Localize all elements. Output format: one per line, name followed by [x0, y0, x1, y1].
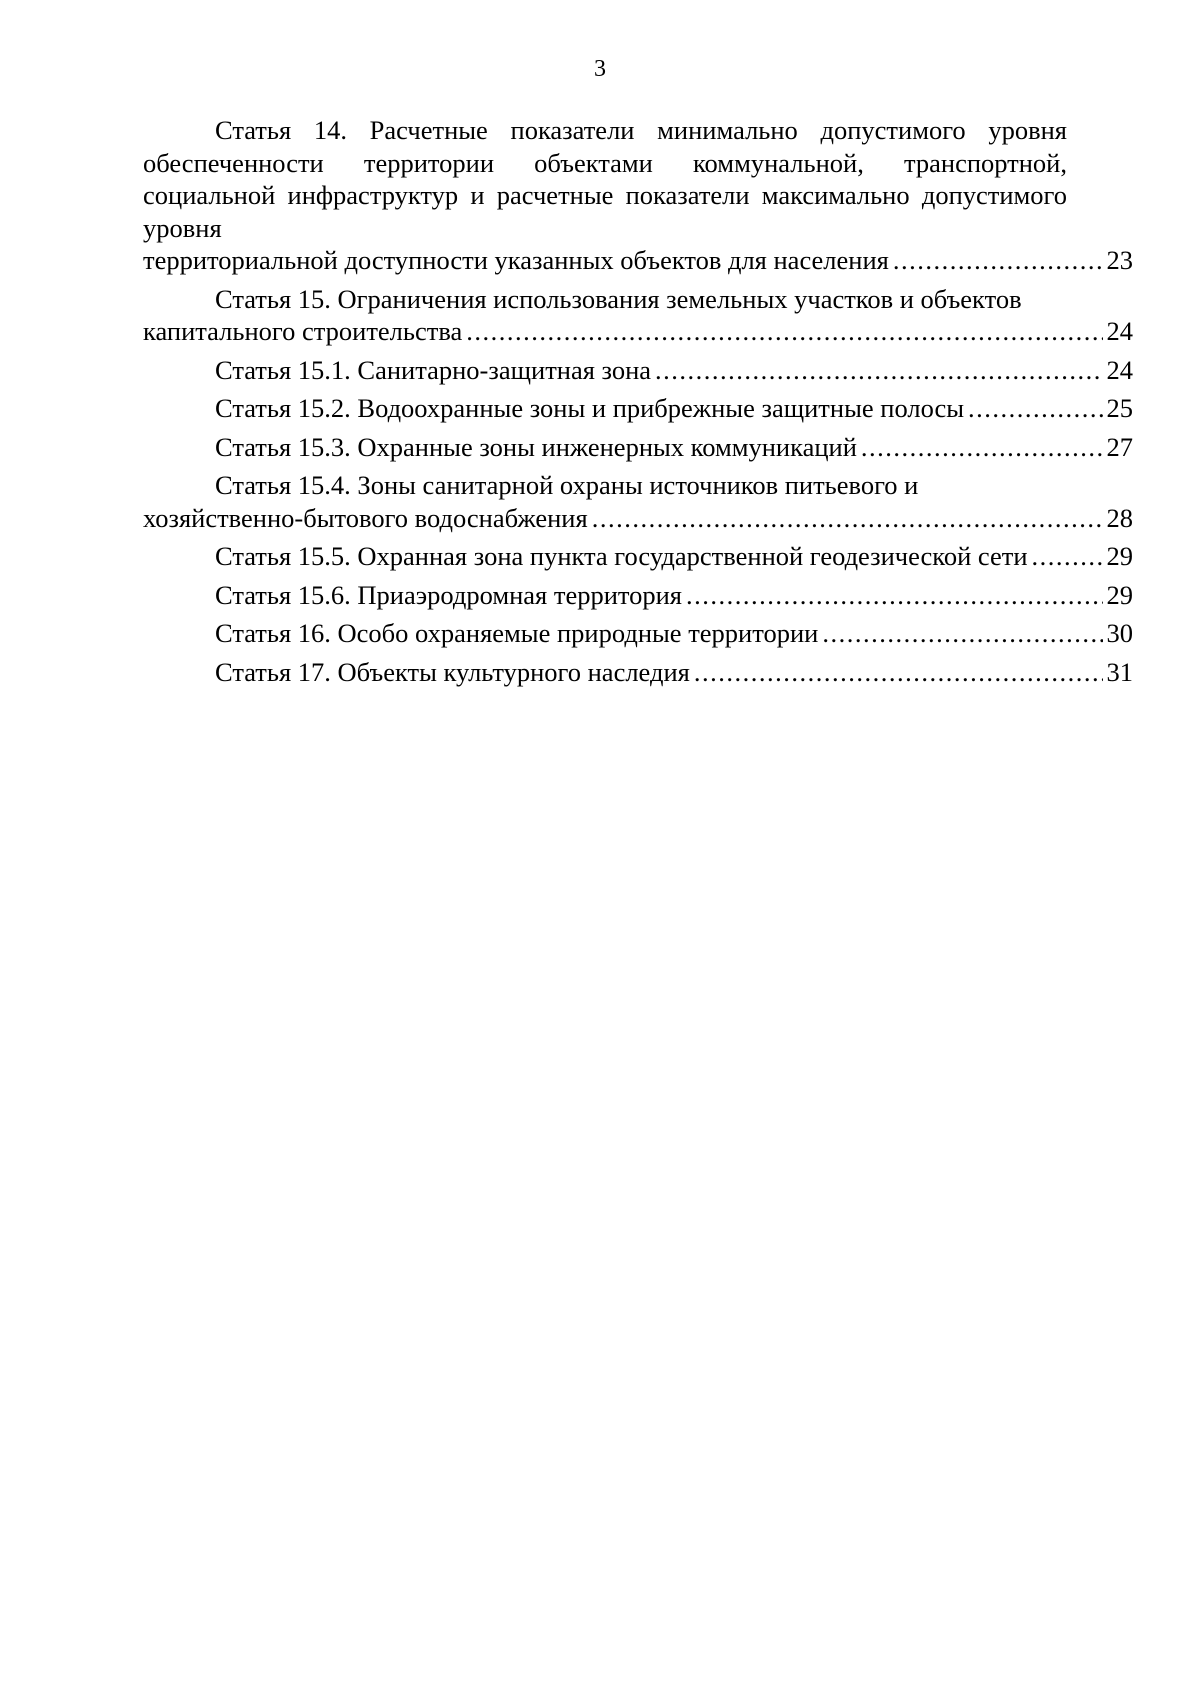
dot-leader [592, 502, 1103, 535]
toc-page-number: 31 [1106, 656, 1133, 687]
toc-page-number: 30 [1106, 618, 1133, 648]
dot-leader [893, 244, 1103, 277]
toc-page-number: 28 [1106, 502, 1133, 533]
toc-entry-title: Статья 15.2. Водоохранные зоны и прибрежные защитные полосы [215, 393, 965, 423]
toc-entry-article-15-5[interactable] [143, 540, 1133, 573]
toc-page-number: 23 [1106, 245, 1133, 275]
table-of-contents [143, 114, 1133, 694]
toc-page-number: 24 [1106, 316, 1133, 346]
toc-entry-text: Статья 15.4. Зоны санитарной охраны источников питьевого и [215, 470, 919, 500]
toc-page-number: 27 [1106, 431, 1133, 462]
toc-entry-last-line: капитального строительства [143, 316, 463, 346]
toc-entry-title: Статья 15.3. Охранные зоны инженерных коммуникаций [215, 431, 857, 462]
toc-entry-last-line: территориальной доступности указанных объектов для населения [143, 245, 889, 275]
toc-page-number: 29 [1106, 579, 1133, 610]
page-number: 3 [594, 56, 606, 82]
toc-entry-text: Статья 14. Расчетные показатели минимально допустимого уровня обеспеченности территории объектами коммунальной, транспортной, социальной инфраструктур и расчетные показатели максимально допустимого уровня [143, 115, 1067, 243]
toc-page-number: 24 [1106, 354, 1133, 385]
toc-entry-title: Статья 15.6. Приаэродромная территория [215, 579, 682, 610]
toc-entry-article-15-6[interactable] [143, 579, 1133, 612]
dot-leader [466, 315, 1102, 348]
toc-entry-title: Статья 15.1. Санитарно-защитная зона [215, 354, 652, 385]
dot-leader [655, 354, 1102, 387]
toc-entry-article-15-2[interactable] [143, 392, 1133, 425]
dot-leader [694, 656, 1103, 689]
toc-page-number: 25 [1106, 393, 1133, 423]
dot-leader [1032, 540, 1103, 573]
toc-entry-article-15-3[interactable] [143, 431, 1133, 464]
toc-entry-article-17[interactable] [143, 656, 1133, 689]
toc-entry-title: Статья 15.5. Охранная зона пункта государственной геодезической сети [215, 541, 1028, 571]
toc-entry-article-16[interactable] [143, 617, 1133, 650]
toc-page-number: 29 [1106, 541, 1133, 571]
toc-entry-article-15-1[interactable] [143, 354, 1133, 387]
dot-leader [822, 617, 1102, 650]
toc-entry-title: Статья 17. Объекты культурного наследия [215, 656, 690, 687]
toc-entry-last-line: хозяйственно-бытового водоснабжения [143, 502, 588, 533]
toc-entry-article-15[interactable] [143, 283, 1133, 348]
dot-leader [686, 579, 1103, 612]
toc-entry-article-14[interactable] [143, 114, 1133, 277]
toc-entry-article-15-4[interactable] [143, 469, 1133, 534]
dot-leader [968, 392, 1102, 425]
toc-entry-text: Статья 15. Ограничения использования земельных участков и объектов [215, 283, 1022, 314]
dot-leader [861, 431, 1103, 464]
toc-entry-title: Статья 16. Особо охраняемые природные территории [215, 618, 819, 648]
